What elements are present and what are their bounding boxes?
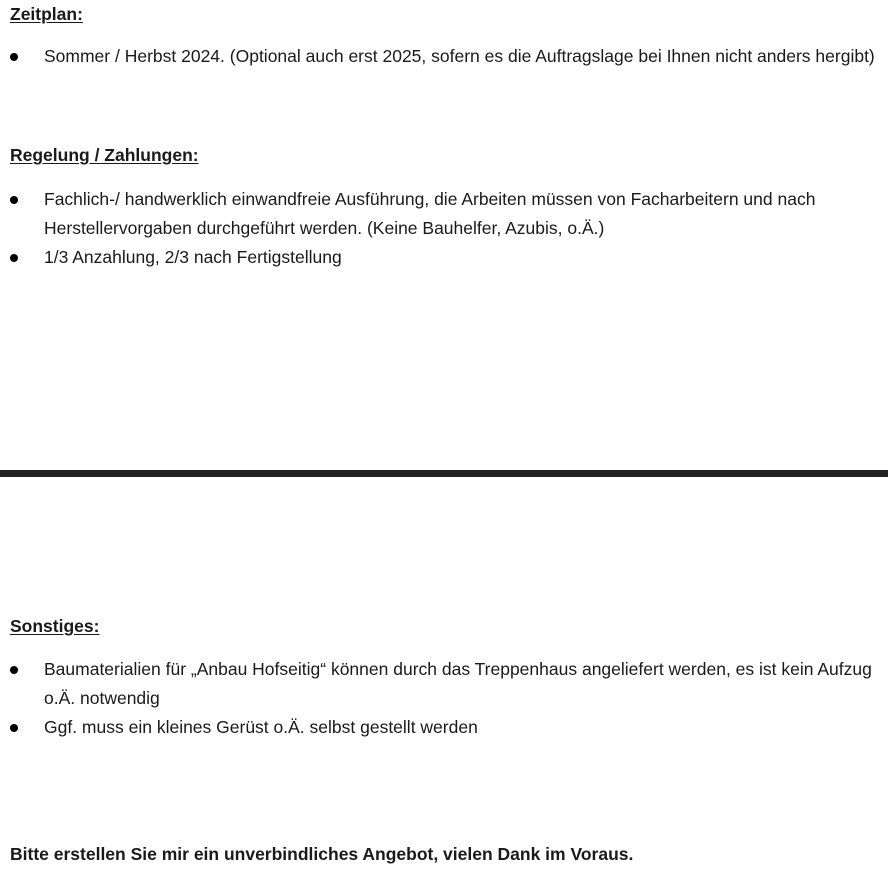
list-item bbox=[10, 185, 876, 243]
zeitplan-heading: Zeitplan: bbox=[10, 4, 83, 24]
bullet-icon bbox=[10, 254, 18, 262]
closing-sentence: Bitte erstellen Sie mir ein unverbindliches Angebot, vielen Dank im Voraus. bbox=[10, 844, 634, 864]
list-item-text: Fachlich-/ handwerklich einwandfreie Ausführung, die Arbeiten müssen von Facharbeitern und nach Herstellervorgaben durchgeführt werden. (Keine Bauhelfer, Azubis, o.Ä.) bbox=[44, 189, 816, 238]
list-item bbox=[10, 713, 876, 742]
bullet-icon bbox=[10, 53, 18, 61]
list-item bbox=[10, 243, 876, 272]
list-item bbox=[10, 655, 876, 713]
sonstiges-list bbox=[10, 655, 876, 742]
list-item-text: Ggf. muss ein kleines Gerüst o.Ä. selbst gestellt werden bbox=[44, 717, 478, 737]
bullet-icon bbox=[10, 196, 18, 204]
sonstiges-heading: Sonstiges: bbox=[10, 616, 100, 636]
regelung-heading: Regelung / Zahlungen: bbox=[10, 145, 199, 165]
sonstiges-section bbox=[10, 612, 876, 742]
list-item bbox=[10, 42, 876, 71]
list-item-text: Sommer / Herbst 2024. (Optional auch erst 2025, sofern es die Auftragslage bei Ihnen nicht anders hergibt) bbox=[44, 46, 875, 66]
zeitplan-list bbox=[10, 42, 876, 71]
bullet-icon bbox=[10, 724, 18, 732]
page-divider bbox=[0, 470, 888, 477]
list-item-text: 1/3 Anzahlung, 2/3 nach Fertigstellung bbox=[44, 247, 342, 267]
list-item-text: Baumaterialien für „Anbau Hofseitig“ können durch das Treppenhaus angeliefert werden, es ist kein Aufzug o.Ä. notwendig bbox=[44, 659, 872, 708]
regelung-list bbox=[10, 185, 876, 272]
regelung-section bbox=[10, 141, 876, 272]
zeitplan-section bbox=[10, 0, 876, 71]
bullet-icon bbox=[10, 666, 18, 674]
